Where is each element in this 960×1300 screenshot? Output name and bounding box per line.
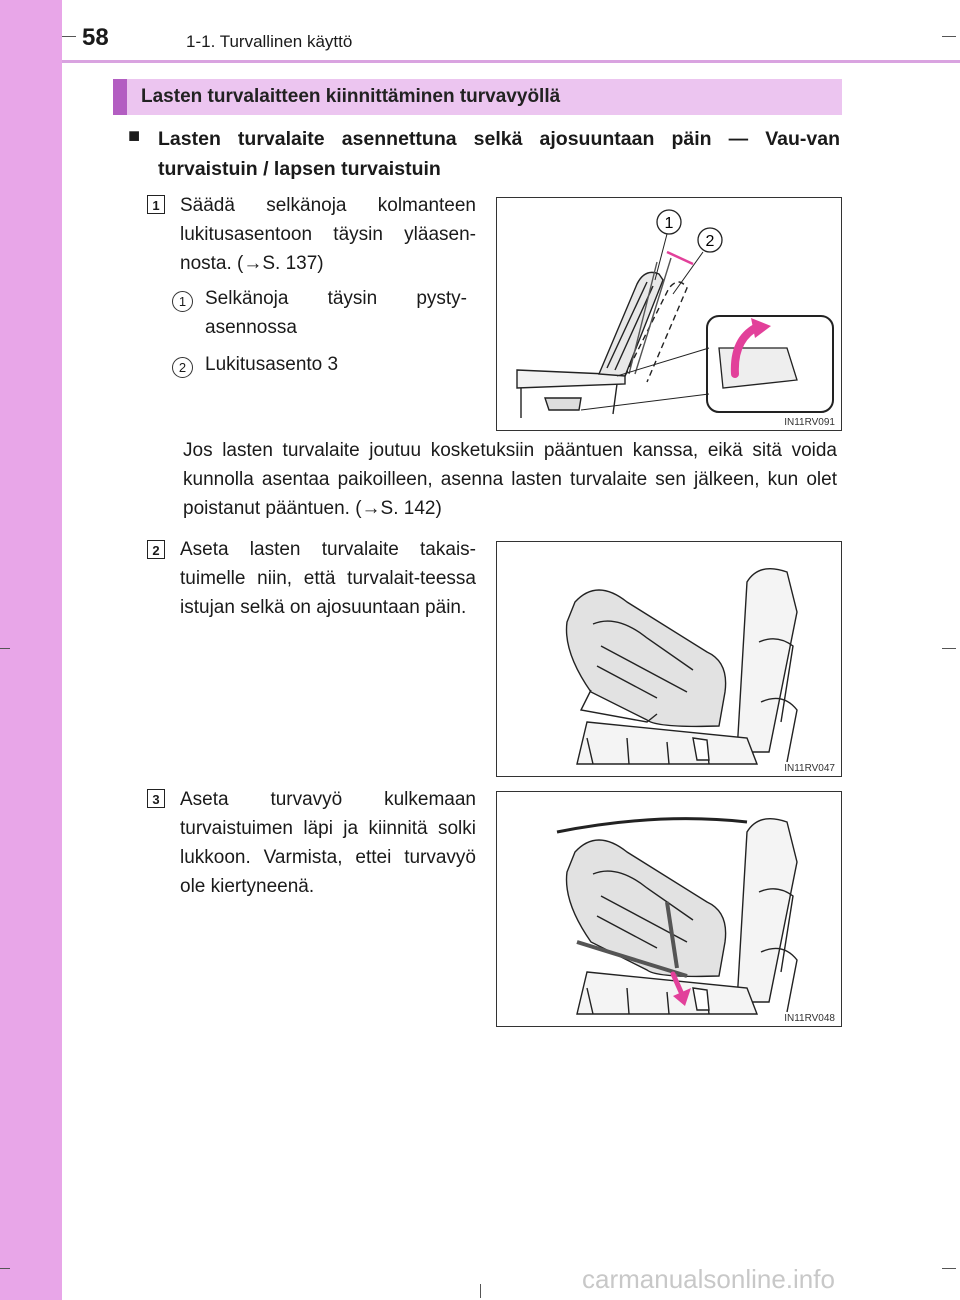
callout-1-text: Selkänoja täysin pysty-asennossa (205, 288, 467, 338)
belt-routing-illustration (497, 792, 841, 1026)
note-paragraph: Jos lasten turvalaite joutuu kosketuksiin pääntuen kanssa, eikä sitä voida kunnolla asentaa paikoilleen, asenna lasten turvalaite sen jälkeen, kun olet poistanut pääntuen. (→S. 142) (183, 440, 837, 519)
callout-number: 1 (172, 291, 193, 312)
crop-mark (480, 1284, 481, 1298)
seatback-illustration (497, 198, 841, 430)
figure-callout-1: 1 (664, 215, 674, 232)
figure-child-seat-placement (496, 541, 842, 777)
subheading: Lasten turvalaite asennettuna selkä ajosuuntaan päin — Vau-van turvaistuin / lapsen turvaistuin (158, 128, 840, 180)
figure-code: IN11RV048 (784, 1013, 835, 1024)
figure-seatback-adjust (496, 197, 842, 431)
step-number-badge: 2 (147, 540, 165, 559)
chapter-title: 1-1. Turvallinen käyttö (186, 32, 353, 51)
header-divider (62, 60, 960, 63)
step-2-text: Aseta lasten turvalaite takais-tuimelle niin, että turvalait-teessa istujan selkä on ajosuuntaan päin. (180, 539, 476, 618)
crop-mark (942, 648, 956, 649)
figure-code: IN11RV091 (784, 417, 835, 428)
page-number: 58 (82, 24, 109, 51)
figure-belt-routing (496, 791, 842, 1027)
step-1-text: Säädä selkänoja kolmanteen lukitusasentoon täysin yläasen-nosta. (→S. 137) (180, 195, 476, 274)
crop-mark (942, 36, 956, 37)
figure-code: IN11RV047 (784, 763, 835, 774)
step-number-badge: 1 (147, 195, 165, 214)
crop-mark (0, 648, 10, 649)
section-heading-text: Lasten turvalaitteen kiinnittäminen turvavyöllä (141, 86, 561, 107)
child-seat-illustration (497, 542, 841, 776)
bullet-square-icon: ■ (128, 125, 141, 147)
watermark-logo (582, 1264, 952, 1296)
crop-mark (0, 1268, 10, 1269)
step-3-text: Aseta turvavyö kulkemaan turvaistuimen läpi ja kiinnitä solki lukkoon. Varmista, ettei turvavyö ole kiertyneenä. (180, 789, 476, 897)
crop-mark (62, 36, 76, 37)
sidebar-tab (0, 0, 62, 1300)
callout-2-text: Lukitusasento 3 (205, 354, 339, 375)
section-heading (113, 79, 842, 115)
figure-callout-2: 2 (705, 233, 715, 250)
svg-text:carmanualsonline.info: carmanualsonline.info (582, 1264, 835, 1294)
step-number-badge: 3 (147, 789, 165, 808)
callout-number: 2 (172, 357, 193, 378)
